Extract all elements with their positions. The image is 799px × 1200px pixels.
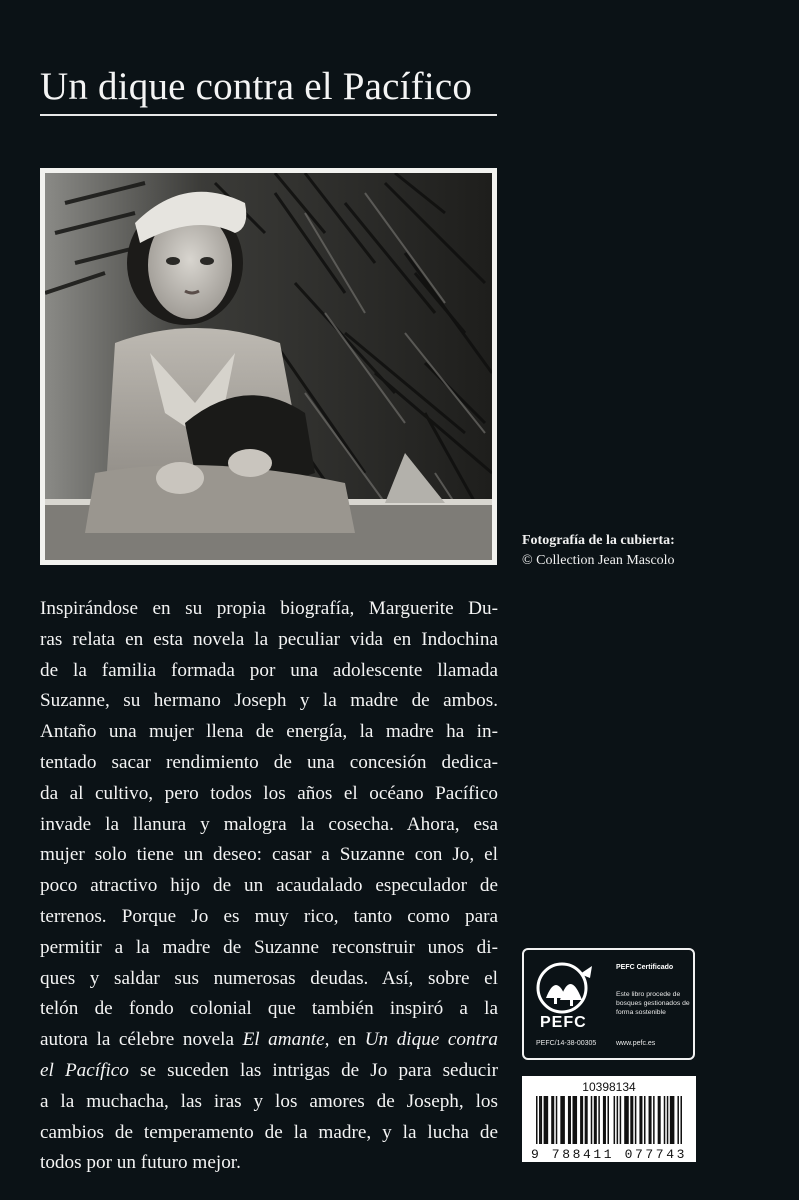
barcode-bar [536,1096,538,1144]
barcode-bar [649,1096,652,1144]
synopsis-text: autora la célebre novela [40,1029,243,1051]
synopsis-text: se suceden las intrigas de Jo para seducir [128,1059,498,1081]
synopsis-line: da al cultivo, pero todos los años el océano Pacífico [40,782,498,804]
barcode-bar [653,1096,655,1144]
synopsis-line: tentado sacar rendimiento de una concesión dedica- [40,751,498,773]
book-reference-title-end: el Pacífico [40,1059,129,1081]
isbn-barcode [522,1076,696,1162]
barcode-bar [644,1096,646,1144]
barcode-bar [568,1096,571,1144]
pefc-website: www.pefc.es [616,1040,656,1047]
synopsis-line [40,1025,498,1056]
photo-credit-text: © Collection Jean Mascolo [522,553,675,568]
book-title: Un dique contra el Pacífico [40,65,473,108]
barcode-bar [617,1096,619,1144]
synopsis-line: permitir a la madre de Suzanne reconstruir unos di- [40,936,498,958]
pefc-wordmark: PEFC [540,1014,587,1031]
pefc-certification-badge [522,948,695,1060]
barcode-bar [624,1096,629,1144]
photo-credit-heading: Fotografía de la cubierta: [522,533,675,548]
barcode-bar [658,1096,661,1144]
portrait-photo-image [45,173,492,560]
barcode-bar [573,1096,578,1144]
synopsis-line: terrenos. Porque Jo es muy rico, tanto como para [40,905,498,927]
barcode-bar [620,1096,622,1144]
synopsis-line: de la familia formada por una adolescente llamada [40,659,498,681]
synopsis-text: en [329,1029,365,1051]
barcode-bar [541,1096,543,1144]
synopsis-line: cambios de temperamento de la madre, y la lucha de [40,1121,498,1143]
synopsis-line: Suzanne, su hermano Joseph y la madre de ambos. [40,690,498,712]
pefc-tree-logo-icon [536,962,596,1014]
pefc-description: Este libro procede de bosques gestionados de forma sostenible [616,991,690,1016]
barcode-bar [544,1096,549,1144]
synopsis-line: telón de fondo colonial que también inspiró a la [40,998,498,1020]
synopsis-line: invade la llanura y malogra la cosecha. Ahora, esa [40,813,498,835]
barcode-bar [639,1096,642,1144]
barcode-bar [670,1096,675,1144]
synopsis-line: todos por un futuro mejor. [40,1152,241,1174]
cover-photo [40,168,497,565]
barcode-bar [680,1096,682,1144]
barcode-bar [667,1096,669,1144]
barcode-bar [539,1096,541,1144]
barcode-bar [560,1096,565,1144]
barcode-bars-image [528,1094,690,1160]
barcode-bar [614,1096,616,1144]
barcode-isbn-digits: 9 788411 077743 [530,1147,688,1160]
synopsis-line: Inspirándose en su propia biografía, Marguerite Du- [40,598,498,619]
synopsis-line: Antaño una mujer llena de energía, la madre ha in- [40,721,498,743]
barcode-bar [591,1096,593,1144]
synopsis-line: ras relata en esta novela la peculiar vida en Indochina [40,628,498,650]
photo-credit [522,531,782,571]
barcode-bar [580,1096,583,1144]
synopsis-line [40,1056,498,1087]
book-reference-title: Un dique contra [364,1029,498,1051]
barcode-bar [603,1096,606,1144]
synopsis-line: a la muchacha, las iras y los amores de Joseph, los [40,1090,498,1112]
barcode-bar [594,1096,597,1144]
barcode-bar [607,1096,609,1144]
pefc-certified-label: PEFC Certificado [616,964,674,971]
barcode-bar [585,1096,588,1144]
barcode-bar [664,1096,666,1144]
back-cover-synopsis [40,594,498,1179]
synopsis-line: poco atractivo hijo de un acaudalado especulador de [40,875,498,897]
barcode-bar [635,1096,637,1144]
barcode-bar [630,1096,633,1144]
synopsis-line: ques y saldar sus numerosas deudas. Así, sobre el [40,967,498,989]
barcode-top-number: 10398134 [582,1080,636,1094]
barcode-bar [677,1096,679,1144]
pefc-license-code: PEFC/14-38-00305 [536,1040,597,1047]
title-underline [40,114,497,116]
book-reference-el-amante: El amante, [242,1029,330,1051]
barcode-bar [551,1096,554,1144]
synopsis-line: mujer solo tiene un deseo: casar a Suzanne con Jo, el [40,844,498,866]
barcode-bar [598,1096,600,1144]
barcode-bar [556,1096,558,1144]
